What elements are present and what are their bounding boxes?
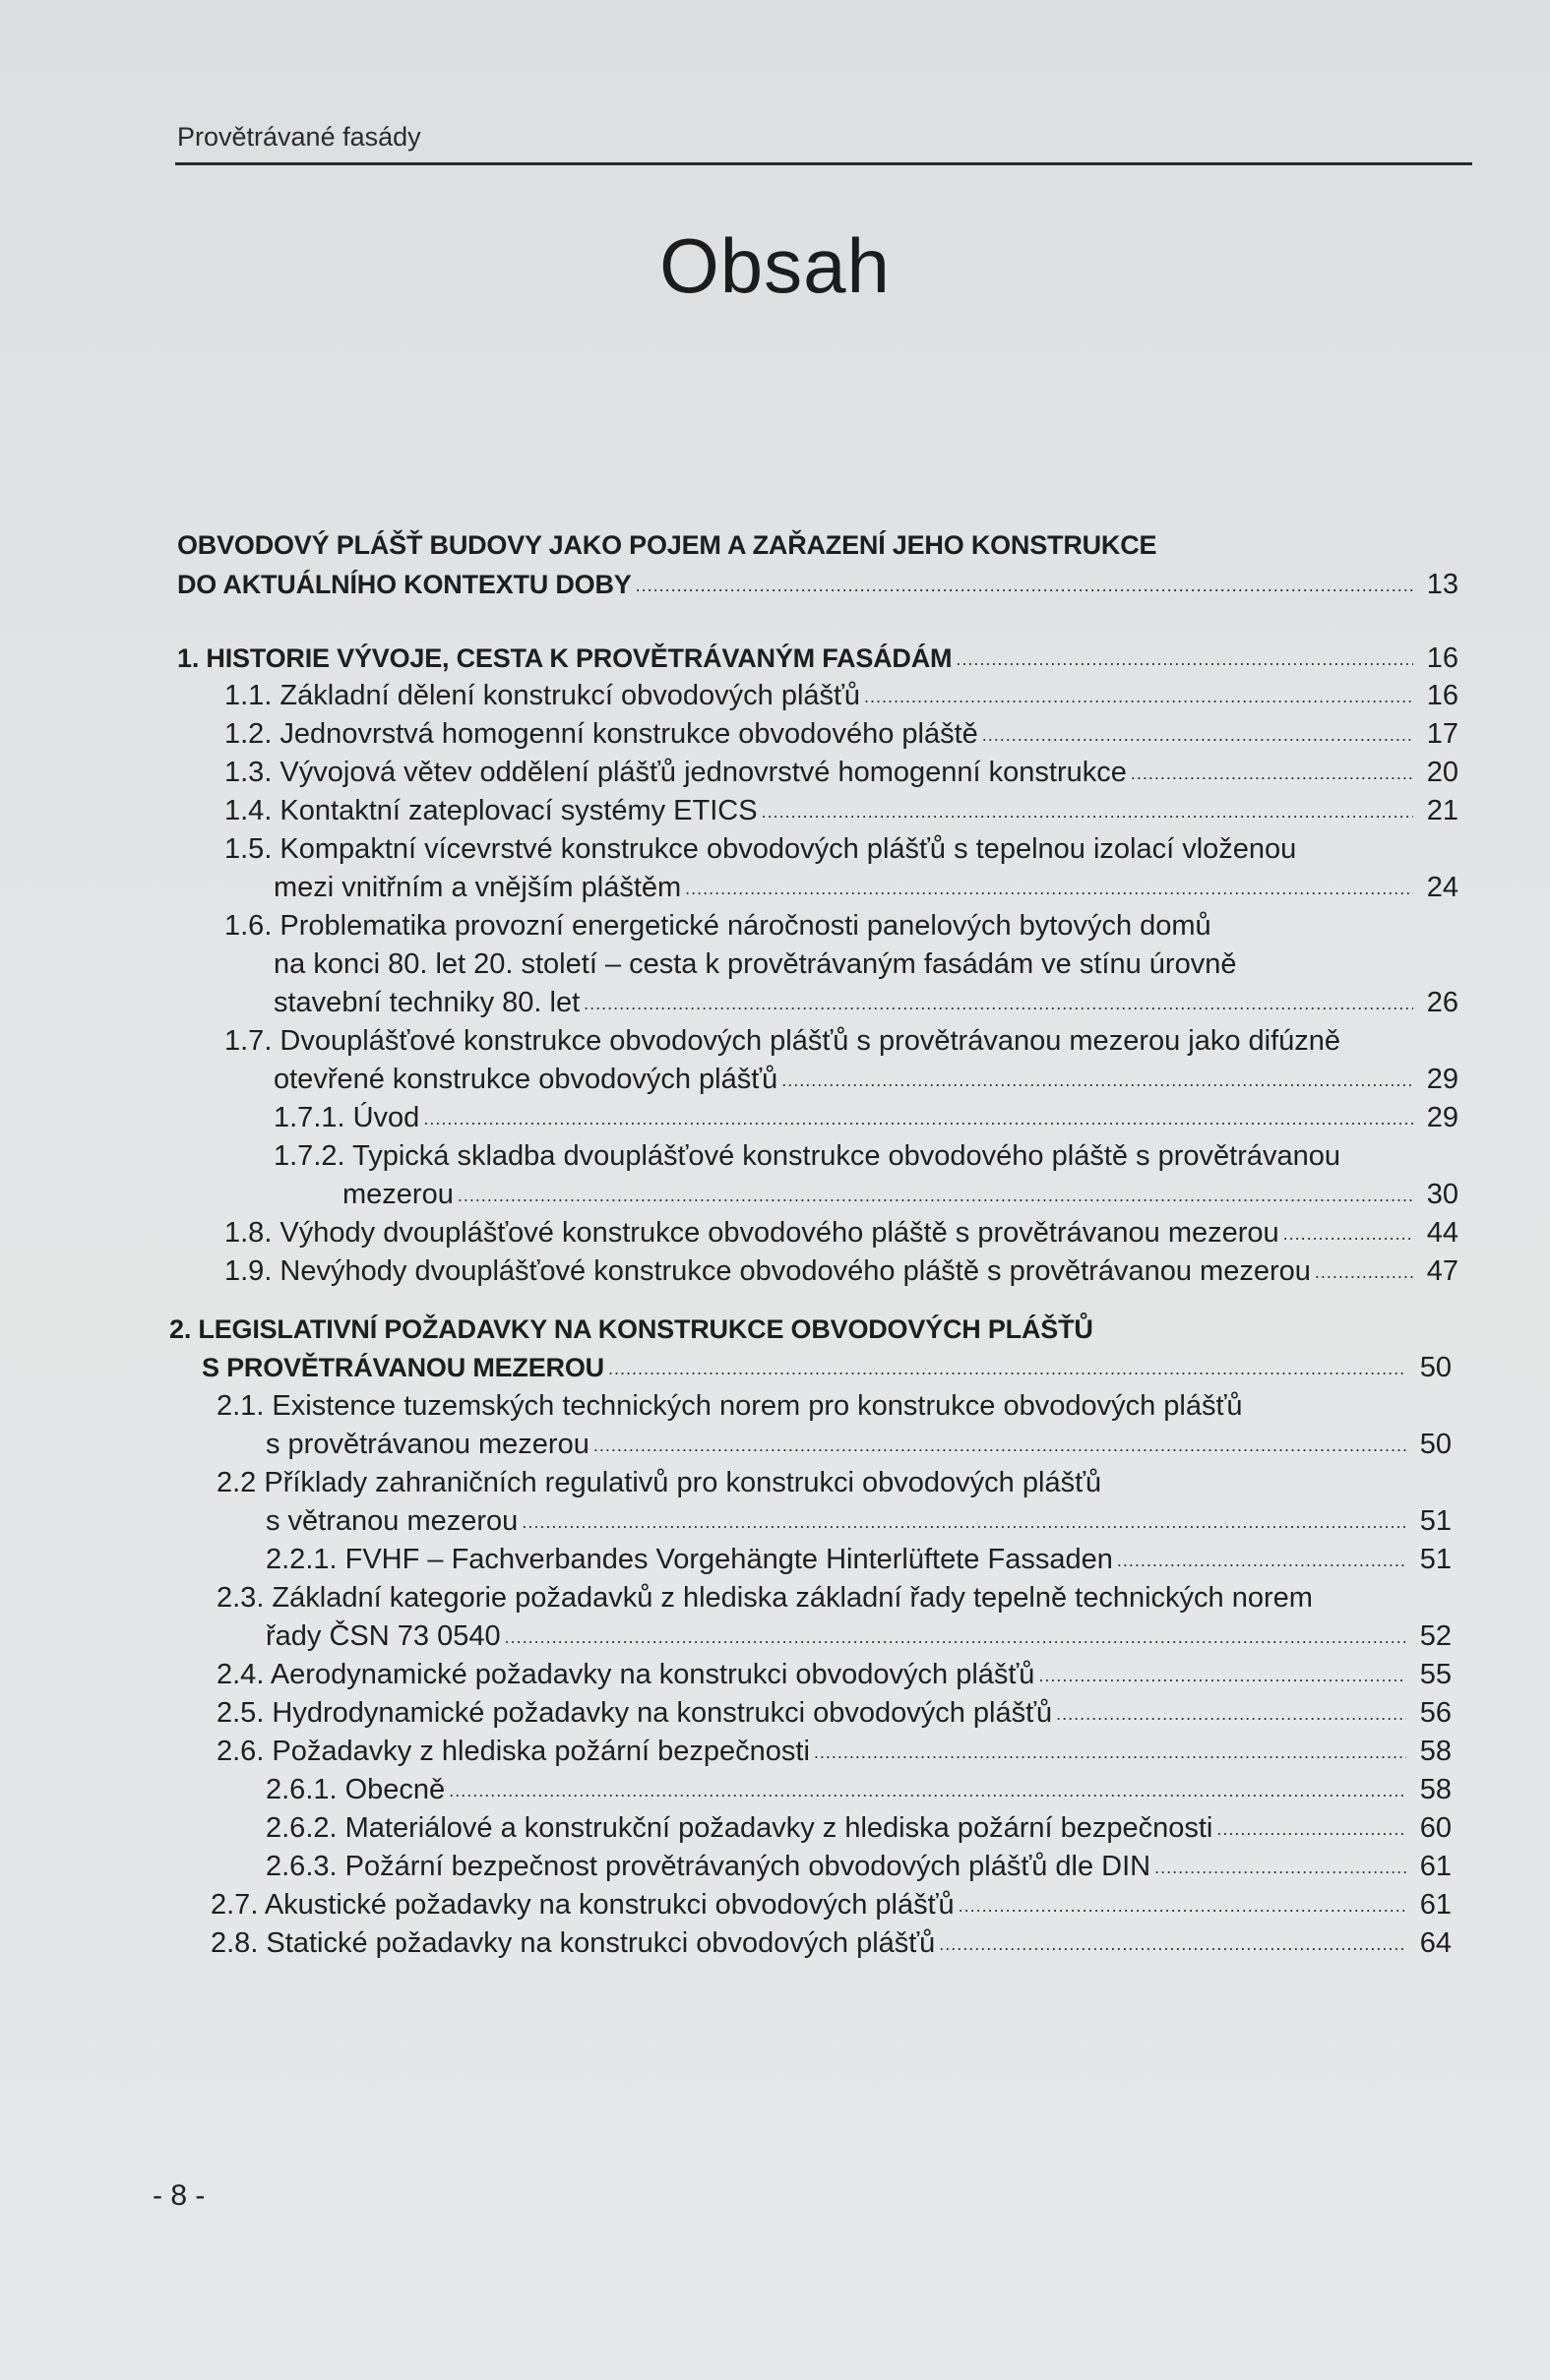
toc-entry — [177, 566, 1458, 603]
toc-entry-page: 61 — [1419, 1889, 1452, 1921]
toc-leader-dots — [1056, 1692, 1406, 1733]
toc-entry-page: 50 — [1419, 1429, 1452, 1460]
toc-leader-dots — [1131, 752, 1413, 792]
toc-entry-page: 58 — [1419, 1736, 1452, 1767]
toc-entry-text: 2.8. Statické požadavky na konstrukci obvodových plášťů — [211, 1927, 936, 1959]
toc-entry-text: OBVODOVÝ PLÁŠŤ BUDOVY JAKO POJEM A ZAŘAZENÍ JEHO KONSTRUKCE — [177, 530, 1157, 560]
toc-entry — [266, 1502, 1452, 1540]
toc-entry-page: 20 — [1426, 757, 1458, 788]
toc-entry-text: mezi vnitřním a vnějším pláštěm — [274, 872, 682, 903]
toc-entry — [274, 1061, 1458, 1098]
toc-entry — [217, 1656, 1452, 1693]
toc-entry-page: 51 — [1419, 1505, 1452, 1537]
toc-entry-page: 26 — [1426, 987, 1458, 1018]
toc-leader-dots — [939, 1922, 1406, 1963]
toc-entry-text: 2.6. Požadavky z hlediska požární bezpečnosti — [217, 1736, 810, 1767]
toc-entry-text: DO AKTUÁLNÍHO KONTEXTU DOBY — [177, 570, 632, 599]
toc-entry-page: 50 — [1419, 1352, 1452, 1383]
toc-entry-text: 1.7.1. Úvod — [274, 1102, 420, 1133]
toc-leader-dots — [458, 1174, 1413, 1214]
toc-entry-text: 2.1. Existence tuzemských technických norem pro konstrukce obvodových plášťů — [217, 1390, 1243, 1422]
toc-leader-dots — [505, 1616, 1406, 1656]
toc-entry-page: 21 — [1426, 795, 1458, 826]
toc-entry — [224, 754, 1458, 791]
toc-entry-text: s větranou mezerou — [266, 1505, 519, 1537]
toc-leader-dots — [636, 564, 1413, 604]
toc-leader-dots — [762, 790, 1413, 830]
toc-entry-text: na konci 80. let 20. století – cesta k provětrávaným fasádám ve stínu úrovně — [274, 948, 1237, 980]
toc-entry-text: S PROVĚTRÁVANOU MEZEROU — [202, 1353, 604, 1382]
toc-entry-text: 1.4. Kontaktní zateplovací systémy ETICS — [224, 795, 758, 826]
toc-leader-dots — [864, 675, 1413, 715]
toc-entry — [274, 984, 1458, 1021]
toc-entry-text: 2.2 Příklady zahraničních regulativů pro konstrukci obvodových plášťů — [217, 1467, 1102, 1498]
toc-entry — [224, 792, 1458, 829]
toc-entry-page: 47 — [1426, 1255, 1458, 1287]
toc-entry-text: 1.7.2. Typická skladba dvouplášťové konstrukce obvodového pláště s provětrávanou — [274, 1140, 1341, 1172]
toc-entry-text: otevřené konstrukce obvodových plášťů — [274, 1064, 778, 1095]
toc-entry-page: 16 — [1426, 680, 1458, 711]
toc-entry-page: 29 — [1426, 1102, 1458, 1133]
toc-entry-text: 1. HISTORIE VÝVOJE, CESTA K PROVĚTRÁVANÝM FASÁDÁM — [177, 643, 953, 673]
toc-leader-dots — [584, 982, 1413, 1022]
toc-entry-text: 2.2.1. FVHF – Fachverbandes Vorgehängte Hinterlüftete Fassaden — [266, 1544, 1113, 1575]
toc-leader-dots — [608, 1347, 1406, 1387]
toc-entry — [217, 1694, 1452, 1732]
toc-entry — [217, 1464, 1101, 1501]
toc-leader-dots — [1216, 1807, 1406, 1848]
toc-leader-dots — [781, 1059, 1413, 1099]
toc-entry — [266, 1541, 1452, 1578]
toc-entry-page: 52 — [1419, 1620, 1452, 1652]
toc-entry-text: 2. LEGISLATIVNÍ POŽADAVKY NA KONSTRUKCE OBVODOVÝCH PLÁŠŤŮ — [169, 1314, 1093, 1344]
toc-entry-text: 1.8. Výhody dvouplášťové konstrukce obvodového pláště s provětrávanou mezerou — [224, 1217, 1279, 1249]
toc-entry — [274, 946, 1236, 983]
toc-entry-text: 1.3. Vývojová větev oddělení plášťů jednovrstvé homogenní konstrukce — [224, 757, 1127, 788]
toc-entry-text: stavební techniky 80. let — [274, 987, 581, 1018]
toc-entry — [266, 1848, 1452, 1885]
toc-entry-text: 1.9. Nevýhody dvouplášťové konstrukce obvodového pláště s provětrávanou mezerou — [224, 1255, 1311, 1287]
toc-entry-text: 2.6.3. Požární bezpečnost provětrávaných obvodových plášťů dle DIN — [266, 1851, 1151, 1882]
toc-entry-page: 44 — [1426, 1217, 1458, 1249]
toc-leader-dots — [1117, 1539, 1406, 1579]
running-header: Provětrávané fasády — [177, 122, 421, 152]
toc-entry-text: 1.6. Problematika provozní energetické náročnosti panelových bytových domů — [224, 910, 1211, 942]
toc-entry — [266, 1809, 1452, 1847]
toc-entry — [211, 1924, 1452, 1962]
toc-entry — [224, 1214, 1458, 1251]
toc-entry-text: 2.4. Aerodynamické požadavky na konstrukci obvodových plášťů — [217, 1659, 1035, 1690]
toc-entry-text: 1.5. Kompaktní vícevrstvé konstrukce obvodových plášťů s tepelnou izolací vloženou — [224, 833, 1297, 865]
toc-entry-page: 60 — [1419, 1812, 1452, 1844]
toc-entry — [266, 1426, 1452, 1463]
toc-entry — [224, 1022, 1340, 1060]
toc-entry-page: 29 — [1426, 1064, 1458, 1095]
toc-entry-page: 17 — [1426, 718, 1458, 750]
toc-entry — [217, 1733, 1452, 1770]
toc-leader-dots — [959, 1884, 1406, 1924]
toc-entry-page: 16 — [1426, 642, 1458, 674]
toc-entry — [266, 1771, 1452, 1808]
toc-entry — [266, 1617, 1452, 1655]
toc-entry-text: 2.3. Základní kategorie požadavků z hlediska základní řady tepelně technických norem — [217, 1582, 1313, 1614]
toc-entry-text: s provětrávanou mezerou — [266, 1429, 589, 1460]
toc-entry — [217, 1579, 1313, 1617]
page-number: - 8 - — [153, 2179, 206, 2212]
toc-entry-page: 56 — [1419, 1697, 1452, 1729]
toc-entry — [224, 1252, 1458, 1290]
toc-entry-text: 2.5. Hydrodynamické požadavky na konstrukci obvodových plášťů — [217, 1697, 1053, 1729]
toc-entry — [224, 715, 1458, 753]
toc-entry-page: 55 — [1419, 1659, 1452, 1690]
toc-entry-text: 2.7. Akustické požadavky na konstrukci obvodových plášťů — [211, 1889, 955, 1921]
toc-leader-dots — [685, 867, 1413, 907]
toc-entry — [211, 1886, 1452, 1923]
toc-entry-text: 1.7. Dvouplášťové konstrukce obvodových plášťů s provětrávanou mezerou jako difúzně — [224, 1025, 1341, 1057]
toc-leader-dots — [1154, 1846, 1406, 1886]
toc-leader-dots — [1038, 1654, 1406, 1694]
toc-entry-page: 61 — [1419, 1851, 1452, 1882]
toc-entry-page: 30 — [1426, 1179, 1458, 1210]
page-title: Obsah — [659, 222, 891, 309]
toc-leader-dots — [423, 1097, 1413, 1137]
toc-entry — [177, 526, 1156, 564]
toc-leader-dots — [449, 1769, 1406, 1809]
toc-entry-text: řady ČSN 73 0540 — [266, 1620, 501, 1652]
toc-entry — [177, 640, 1458, 677]
toc-entry-page: 64 — [1419, 1927, 1452, 1959]
toc-entry — [224, 907, 1211, 945]
toc-leader-dots — [956, 638, 1413, 678]
toc-entry-page: 58 — [1419, 1774, 1452, 1805]
toc-entry — [274, 869, 1458, 906]
toc-entry — [224, 677, 1458, 714]
toc-entry — [224, 830, 1296, 868]
toc-entry-text: 1.1. Základní dělení konstrukcí obvodových plášťů — [224, 680, 861, 711]
toc-entry — [202, 1349, 1452, 1386]
toc-entry — [274, 1099, 1458, 1136]
toc-entry-page: 13 — [1426, 569, 1458, 600]
toc-entry-text: 1.2. Jednovrstvá homogenní konstrukce obvodového pláště — [224, 718, 978, 750]
toc-entry-text: mezerou — [342, 1179, 454, 1210]
toc-entry-page: 51 — [1419, 1544, 1452, 1575]
toc-leader-dots — [1283, 1212, 1413, 1252]
toc-leader-dots — [593, 1424, 1406, 1464]
toc-entry — [274, 1137, 1340, 1175]
toc-entry — [169, 1311, 1093, 1348]
toc-leader-dots — [522, 1500, 1406, 1541]
toc-entry-page: 24 — [1426, 872, 1458, 903]
toc-entry — [217, 1387, 1243, 1425]
toc-entry — [342, 1176, 1458, 1213]
toc-leader-dots — [814, 1731, 1406, 1771]
toc-entry-text: 2.6.2. Materiálové a konstrukční požadavky z hlediska požární bezpečnosti — [266, 1812, 1213, 1844]
toc-leader-dots — [982, 713, 1413, 754]
toc-entry-text: 2.6.1. Obecně — [266, 1774, 446, 1805]
toc-leader-dots — [1315, 1251, 1413, 1291]
